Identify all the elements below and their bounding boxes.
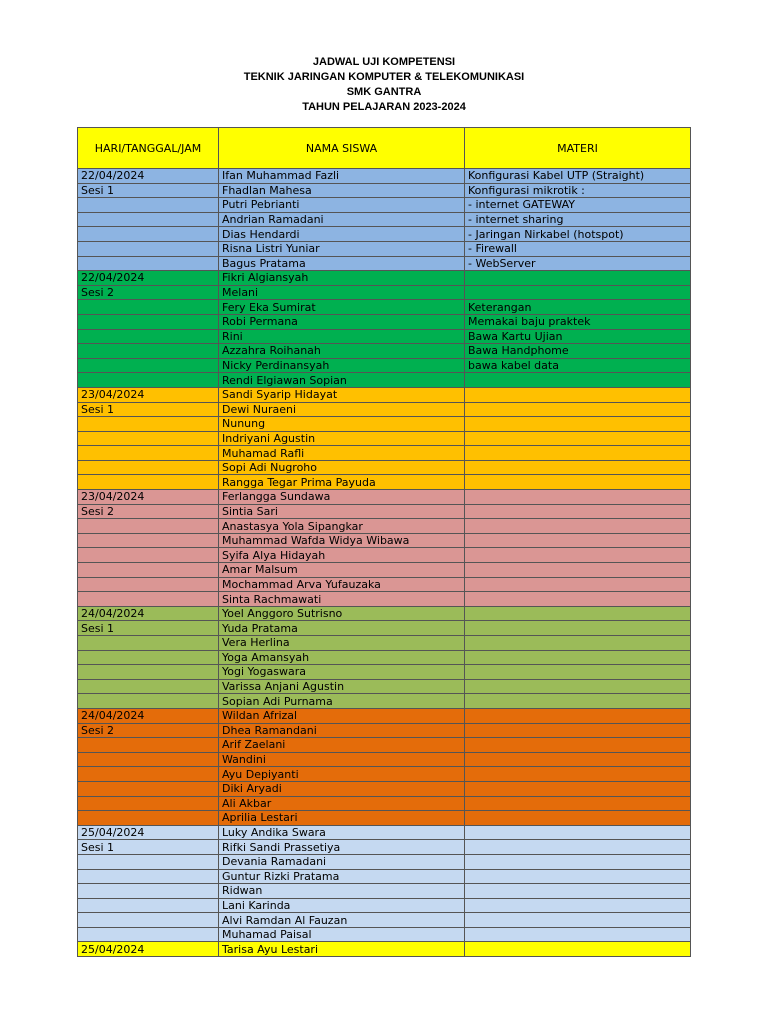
cell-hari[interactable] xyxy=(78,373,219,388)
table-row xyxy=(78,460,691,475)
table-row xyxy=(78,927,691,942)
cell-nama[interactable]: Mochammad Arva Yufauzaka xyxy=(219,577,465,592)
cell-hari[interactable] xyxy=(78,446,219,461)
cell-materi[interactable] xyxy=(465,650,691,665)
table-row xyxy=(78,577,691,592)
table-body xyxy=(78,169,691,957)
table-row xyxy=(78,548,691,563)
table-row xyxy=(78,431,691,446)
cell-hari[interactable] xyxy=(78,300,219,315)
table-row xyxy=(78,606,691,621)
cell-hari[interactable] xyxy=(78,898,219,913)
table-row xyxy=(78,241,691,256)
cell-nama[interactable]: Fikri Algiansyah xyxy=(219,271,465,286)
table-row xyxy=(78,504,691,519)
cell-nama[interactable]: Putri Pebrianti xyxy=(219,198,465,213)
table-row xyxy=(78,490,691,505)
cell-hari[interactable] xyxy=(78,329,219,344)
header-hari[interactable]: HARI/TANGGAL/JAM xyxy=(78,128,219,169)
table-row xyxy=(78,592,691,607)
cell-materi[interactable] xyxy=(465,490,691,505)
cell-nama[interactable]: Wandini xyxy=(219,752,465,767)
table-header-row xyxy=(78,128,691,169)
cell-nama[interactable]: Melani xyxy=(219,285,465,300)
cell-nama[interactable]: Wildan Afrizal xyxy=(219,708,465,723)
cell-materi[interactable] xyxy=(465,913,691,928)
cell-materi[interactable]: Konfigurasi mikrotik : xyxy=(465,183,691,198)
cell-nama[interactable]: Yogi Yogaswara xyxy=(219,665,465,680)
cell-hari[interactable] xyxy=(78,679,219,694)
cell-nama[interactable]: Yuda Pratama xyxy=(219,621,465,636)
cell-hari[interactable]: 24/04/2024 xyxy=(78,606,219,621)
cell-materi[interactable] xyxy=(465,825,691,840)
cell-hari[interactable]: 24/04/2024 xyxy=(78,708,219,723)
cell-materi[interactable] xyxy=(465,840,691,855)
cell-hari[interactable]: Sesi 1 xyxy=(78,621,219,636)
cell-nama[interactable]: Sopian Adi Purnama xyxy=(219,694,465,709)
cell-hari[interactable] xyxy=(78,358,219,373)
cell-hari[interactable]: Sesi 2 xyxy=(78,285,219,300)
cell-hari[interactable] xyxy=(78,913,219,928)
cell-materi[interactable] xyxy=(465,533,691,548)
cell-materi[interactable] xyxy=(465,271,691,286)
cell-nama[interactable]: Arif Zaelani xyxy=(219,738,465,753)
table-row xyxy=(78,694,691,709)
cell-nama[interactable]: Sopi Adi Nugroho xyxy=(219,460,465,475)
table-row xyxy=(78,898,691,913)
table-row xyxy=(78,344,691,359)
cell-hari[interactable] xyxy=(78,811,219,826)
cell-hari[interactable] xyxy=(78,781,219,796)
table-row xyxy=(78,825,691,840)
cell-nama[interactable]: Tarisa Ayu Lestari xyxy=(219,942,465,957)
cell-nama[interactable]: Nicky Perdinansyah xyxy=(219,358,465,373)
cell-nama[interactable]: Fhadlan Mahesa xyxy=(219,183,465,198)
cell-materi[interactable] xyxy=(465,621,691,636)
cell-hari[interactable] xyxy=(78,519,219,534)
cell-nama[interactable]: Ridwan xyxy=(219,884,465,899)
cell-hari[interactable] xyxy=(78,577,219,592)
cell-materi[interactable]: - Jaringan Nirkabel (hotspot) xyxy=(465,227,691,242)
table-row xyxy=(78,650,691,665)
cell-nama[interactable]: Amar Malsum xyxy=(219,563,465,578)
cell-nama[interactable]: Sintia Sari xyxy=(219,504,465,519)
cell-nama[interactable]: Luky Andika Swara xyxy=(219,825,465,840)
cell-hari[interactable] xyxy=(78,227,219,242)
cell-hari[interactable] xyxy=(78,592,219,607)
cell-materi[interactable] xyxy=(465,942,691,957)
cell-nama[interactable]: Ferlangga Sundawa xyxy=(219,490,465,505)
cell-materi[interactable] xyxy=(465,752,691,767)
cell-materi[interactable]: Bawa Kartu Ujian xyxy=(465,329,691,344)
cell-materi[interactable] xyxy=(465,811,691,826)
cell-hari[interactable] xyxy=(78,854,219,869)
cell-materi[interactable]: bawa kabel data xyxy=(465,358,691,373)
cell-nama[interactable]: Muhamad Paisal xyxy=(219,927,465,942)
cell-materi[interactable] xyxy=(465,927,691,942)
table-row xyxy=(78,723,691,738)
table-row xyxy=(78,519,691,534)
table-row xyxy=(78,781,691,796)
cell-nama[interactable]: Vera Herlina xyxy=(219,636,465,651)
cell-materi[interactable] xyxy=(465,665,691,680)
cell-materi[interactable] xyxy=(465,708,691,723)
cell-materi[interactable] xyxy=(465,417,691,432)
cell-nama[interactable]: Rangga Tegar Prima Payuda xyxy=(219,475,465,490)
cell-materi[interactable] xyxy=(465,898,691,913)
cell-nama[interactable]: Nunung xyxy=(219,417,465,432)
cell-hari[interactable]: 22/04/2024 xyxy=(78,169,219,184)
table-row xyxy=(78,621,691,636)
cell-hari[interactable]: 25/04/2024 xyxy=(78,825,219,840)
cell-nama[interactable]: Rendi Elgiawan Sopian xyxy=(219,373,465,388)
cell-materi[interactable] xyxy=(465,563,691,578)
cell-hari[interactable] xyxy=(78,767,219,782)
schedule-table xyxy=(77,127,691,957)
table-row xyxy=(78,314,691,329)
table-row xyxy=(78,402,691,417)
cell-materi[interactable] xyxy=(465,431,691,446)
cell-hari[interactable] xyxy=(78,344,219,359)
cell-hari[interactable]: Sesi 1 xyxy=(78,840,219,855)
table-row xyxy=(78,636,691,651)
cell-nama[interactable]: Aprilia Lestari xyxy=(219,811,465,826)
cell-materi[interactable] xyxy=(465,460,691,475)
header-materi[interactable]: MATERI xyxy=(465,128,691,169)
cell-materi[interactable] xyxy=(465,592,691,607)
cell-hari[interactable]: Sesi 1 xyxy=(78,183,219,198)
cell-materi[interactable] xyxy=(465,781,691,796)
cell-hari[interactable]: 25/04/2024 xyxy=(78,942,219,957)
cell-hari[interactable] xyxy=(78,548,219,563)
table-row xyxy=(78,942,691,957)
header-nama[interactable]: NAMA SISWA xyxy=(219,128,465,169)
cell-materi[interactable] xyxy=(465,767,691,782)
table-row xyxy=(78,271,691,286)
cell-materi[interactable]: - WebServer xyxy=(465,256,691,271)
cell-nama[interactable]: Indriyani Agustin xyxy=(219,431,465,446)
table-row xyxy=(78,285,691,300)
cell-materi[interactable] xyxy=(465,738,691,753)
table-row xyxy=(78,854,691,869)
cell-hari[interactable] xyxy=(78,636,219,651)
cell-materi[interactable] xyxy=(465,475,691,490)
cell-nama[interactable]: Muhamad Rafli xyxy=(219,446,465,461)
cell-nama[interactable]: Bagus Pratama xyxy=(219,256,465,271)
table-row xyxy=(78,767,691,782)
cell-hari[interactable] xyxy=(78,431,219,446)
cell-hari[interactable] xyxy=(78,796,219,811)
cell-hari[interactable] xyxy=(78,738,219,753)
cell-materi[interactable] xyxy=(465,402,691,417)
cell-materi[interactable]: - Firewall xyxy=(465,241,691,256)
cell-materi[interactable]: Konfigurasi Kabel UTP (Straight) xyxy=(465,169,691,184)
cell-materi[interactable]: Memakai baju praktek xyxy=(465,314,691,329)
cell-hari[interactable] xyxy=(78,563,219,578)
table-row xyxy=(78,533,691,548)
cell-nama[interactable]: Devania Ramadani xyxy=(219,854,465,869)
table-row xyxy=(78,913,691,928)
cell-materi[interactable] xyxy=(465,869,691,884)
table-row xyxy=(78,563,691,578)
cell-nama[interactable]: Fery Eka Sumirat xyxy=(219,300,465,315)
cell-materi[interactable] xyxy=(465,854,691,869)
cell-materi[interactable]: - internet sharing xyxy=(465,212,691,227)
table-row xyxy=(78,417,691,432)
table-row xyxy=(78,796,691,811)
table-row xyxy=(78,256,691,271)
cell-hari[interactable]: 23/04/2024 xyxy=(78,490,219,505)
cell-nama[interactable]: Guntur Rizki Pratama xyxy=(219,869,465,884)
cell-materi[interactable] xyxy=(465,504,691,519)
cell-materi[interactable] xyxy=(465,519,691,534)
cell-hari[interactable] xyxy=(78,650,219,665)
cell-nama[interactable]: Dias Hendardi xyxy=(219,227,465,242)
table-row xyxy=(78,183,691,198)
cell-nama[interactable]: Diki Aryadi xyxy=(219,781,465,796)
title-line-3: SMK GANTRA xyxy=(346,86,422,98)
table-row xyxy=(78,475,691,490)
cell-materi[interactable] xyxy=(465,884,691,899)
cell-hari[interactable] xyxy=(78,417,219,432)
cell-materi[interactable]: Bawa Handphome xyxy=(465,344,691,359)
cell-hari[interactable] xyxy=(78,241,219,256)
cell-hari[interactable] xyxy=(78,314,219,329)
cell-hari[interactable] xyxy=(78,665,219,680)
table-row xyxy=(78,752,691,767)
cell-nama[interactable]: Rifki Sandi Prassetiya xyxy=(219,840,465,855)
cell-nama[interactable]: Alvi Ramdan Al Fauzan xyxy=(219,913,465,928)
table-row xyxy=(78,840,691,855)
cell-materi[interactable] xyxy=(465,636,691,651)
table-row xyxy=(78,665,691,680)
cell-nama[interactable]: Ali Akbar xyxy=(219,796,465,811)
cell-hari[interactable] xyxy=(78,927,219,942)
table-row xyxy=(78,358,691,373)
cell-hari[interactable]: 22/04/2024 xyxy=(78,271,219,286)
table-row xyxy=(78,884,691,899)
cell-hari[interactable]: Sesi 2 xyxy=(78,504,219,519)
table-row xyxy=(78,300,691,315)
table-row xyxy=(78,198,691,213)
cell-nama[interactable]: Andrian Ramadani xyxy=(219,212,465,227)
table-row xyxy=(78,446,691,461)
cell-materi[interactable] xyxy=(465,285,691,300)
document-title xyxy=(0,55,768,115)
cell-materi[interactable]: Keterangan xyxy=(465,300,691,315)
cell-hari[interactable] xyxy=(78,694,219,709)
cell-hari[interactable] xyxy=(78,460,219,475)
title-line-2: TEKNIK JARINGAN KOMPUTER & TELEKOMUNIKASI xyxy=(243,71,525,83)
cell-nama[interactable]: Ayu Depiyanti xyxy=(219,767,465,782)
table-row xyxy=(78,869,691,884)
cell-nama[interactable]: Yoga Amansyah xyxy=(219,650,465,665)
cell-materi[interactable] xyxy=(465,679,691,694)
cell-hari[interactable] xyxy=(78,869,219,884)
cell-hari[interactable] xyxy=(78,212,219,227)
cell-materi[interactable] xyxy=(465,446,691,461)
cell-nama[interactable]: Muhammad Wafda Widya Wibawa xyxy=(219,533,465,548)
cell-materi[interactable] xyxy=(465,387,691,402)
cell-nama[interactable]: Yoel Anggoro Sutrisno xyxy=(219,606,465,621)
title-line-1: JADWAL UJI KOMPETENSI xyxy=(312,56,456,68)
table-row xyxy=(78,212,691,227)
table-row xyxy=(78,387,691,402)
cell-materi[interactable] xyxy=(465,606,691,621)
cell-nama[interactable]: Dhea Ramandani xyxy=(219,723,465,738)
cell-hari[interactable] xyxy=(78,533,219,548)
cell-hari[interactable] xyxy=(78,198,219,213)
table-row xyxy=(78,738,691,753)
cell-nama[interactable]: Anastasya Yola Sipangkar xyxy=(219,519,465,534)
cell-hari[interactable]: Sesi 2 xyxy=(78,723,219,738)
table-row xyxy=(78,227,691,242)
cell-materi[interactable] xyxy=(465,373,691,388)
cell-nama[interactable]: Sinta Rachmawati xyxy=(219,592,465,607)
cell-materi[interactable] xyxy=(465,548,691,563)
table-row xyxy=(78,169,691,184)
cell-nama[interactable]: Ifan Muhammad Fazli xyxy=(219,169,465,184)
cell-materi[interactable] xyxy=(465,694,691,709)
cell-nama[interactable]: Varissa Anjani Agustin xyxy=(219,679,465,694)
cell-nama[interactable]: Rini xyxy=(219,329,465,344)
cell-hari[interactable] xyxy=(78,884,219,899)
cell-materi[interactable] xyxy=(465,723,691,738)
cell-hari[interactable] xyxy=(78,752,219,767)
cell-nama[interactable]: Sandi Syarip Hidayat xyxy=(219,387,465,402)
cell-hari[interactable] xyxy=(78,475,219,490)
cell-hari[interactable] xyxy=(78,256,219,271)
cell-nama[interactable]: Lani Karinda xyxy=(219,898,465,913)
cell-nama[interactable]: Robi Permana xyxy=(219,314,465,329)
table-row xyxy=(78,679,691,694)
table-row xyxy=(78,373,691,388)
table-row xyxy=(78,329,691,344)
table-row xyxy=(78,708,691,723)
cell-nama[interactable]: Dewi Nuraeni xyxy=(219,402,465,417)
cell-nama[interactable]: Risna Listri Yuniar xyxy=(219,241,465,256)
cell-materi[interactable] xyxy=(465,796,691,811)
cell-materi[interactable] xyxy=(465,577,691,592)
cell-nama[interactable]: Azzahra Roihanah xyxy=(219,344,465,359)
title-line-4: TAHUN PELAJARAN 2023-2024 xyxy=(302,101,466,113)
cell-hari[interactable]: Sesi 1 xyxy=(78,402,219,417)
table-row xyxy=(78,811,691,826)
cell-materi[interactable]: - internet GATEWAY xyxy=(465,198,691,213)
cell-nama[interactable]: Syifa Alya Hidayah xyxy=(219,548,465,563)
cell-hari[interactable]: 23/04/2024 xyxy=(78,387,219,402)
